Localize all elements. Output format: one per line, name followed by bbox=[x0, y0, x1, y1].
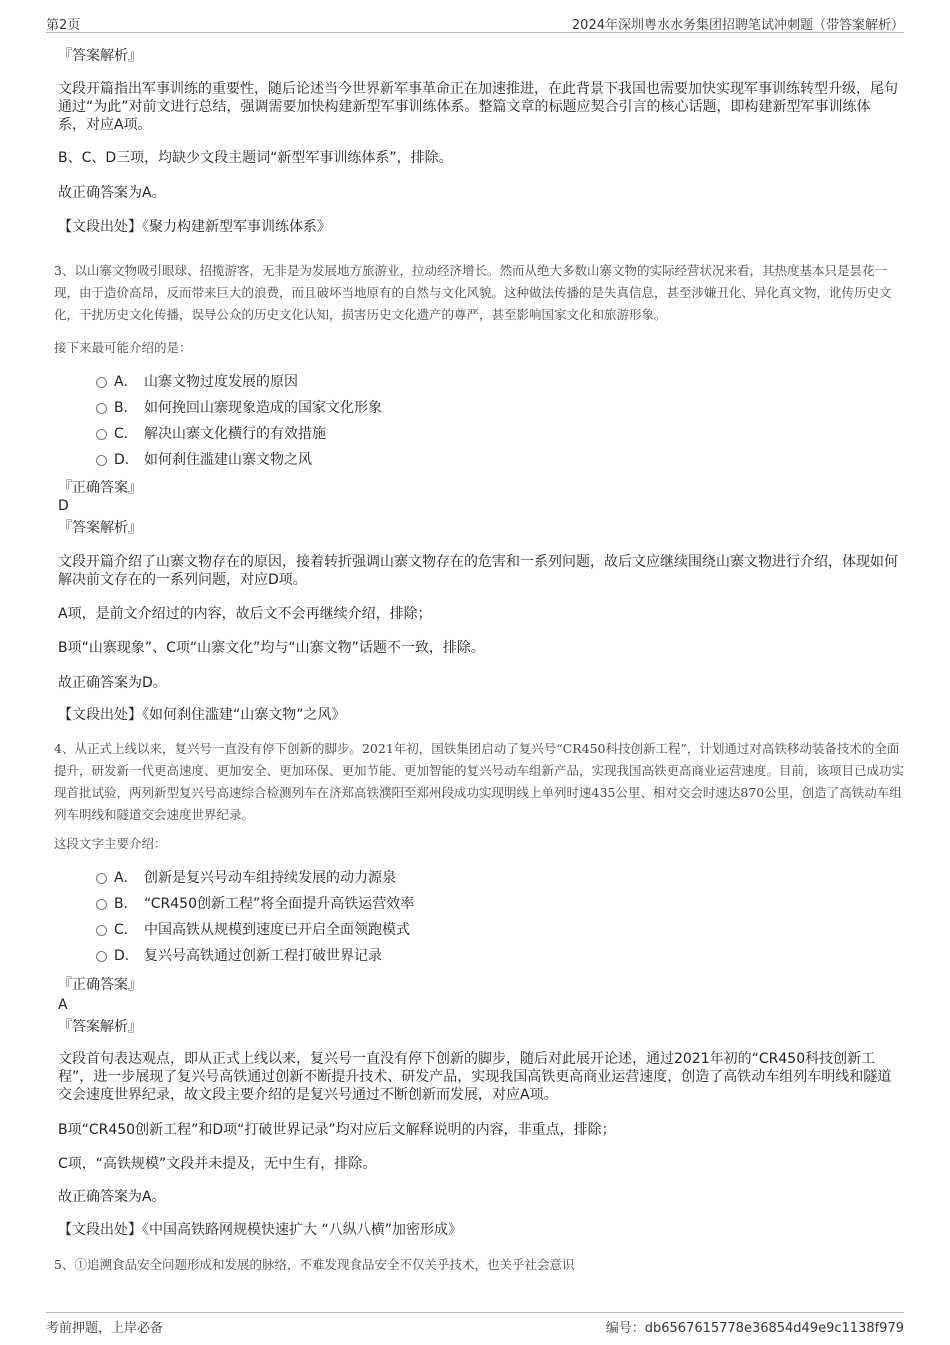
q4-analysis-p3: C项，“高铁规模”文段并未提及，无中生有，排除。 bbox=[58, 1156, 377, 1172]
q4-sub: 这段文字主要介绍： bbox=[54, 836, 167, 851]
q3-analysis-p4: 故正确答案为D。 bbox=[58, 675, 167, 691]
page-header bbox=[46, 10, 904, 33]
radio-icon[interactable] bbox=[96, 429, 107, 440]
q5-stem: 5、①追溯食品安全问题形成和发展的脉络，不难发现食品安全不仅关乎技术，也关乎社会意识 bbox=[54, 1257, 575, 1272]
q4-stem: 4、从正式上线以来，复兴号一直没有停下创新的脚步。2021年初，国铁集团启动了复兴号“CR450科技创新工程”，计划通过对高铁移动装备技术的全面提升，研发新一代更高速度、更加安全、更加环保、更加节能、更加智能的复兴号动车组新产品，实现我国高铁更高商业运营速度。目前，该项目已成功实现首批试验，两列新型复兴号高速综合检测列车在济郑高铁濮阳至郑州段成功实现明线上单列时速435公里、相对交会时速达870公里，创造了高铁动车组列车明线和隧道交会速度世界纪录。 bbox=[54, 741, 905, 822]
q3-analysis-label: 『答案解析』 bbox=[58, 520, 142, 536]
q4-answer: A bbox=[58, 997, 68, 1013]
page-number: 第2页 bbox=[46, 18, 81, 33]
q4-answer-label: 『正确答案』 bbox=[58, 977, 142, 993]
q3-answer-label: 『正确答案』 bbox=[58, 480, 142, 496]
footer-slogan: 考前押题，上岸必备 bbox=[46, 1321, 164, 1336]
q4-analysis-p1: 文段首句表达观点，即从正式上线以来，复兴号一直没有停下创新的脚步，随后对此展开论述，通过2021年初的“CR450科技创新工程”，进一步展现了复兴号高铁通过创新不断提升技术、研发产品，实现我国高铁更高商业运营速度，创造了高铁动车组列车明线和隧道交会速度世界纪录，故文段主要介绍的是复兴号通过不断创新而发展，对应A项。 bbox=[58, 1051, 892, 1103]
q3-analysis-p1: 文段开篇介绍了山寨文物存在的原因，接着转折强调山寨文物存在的危害和一系列问题，故后文应继续围绕山寨文物进行介绍，体现如何解决前文存在的一系列问题，对应D项。 bbox=[58, 554, 898, 588]
q4-analysis-p4: 故正确答案为A。 bbox=[58, 1189, 166, 1205]
document-title: 2024年深圳粤水水务集团招聘笔试冲刺题（带答案解析） bbox=[571, 18, 904, 33]
radio-icon[interactable] bbox=[96, 925, 107, 936]
q3-analysis-p3: B项“山寨现象”、C项“山寨文化”均与“山寨文物”话题不一致，排除。 bbox=[58, 640, 485, 656]
q3-source: 【文段出处】《如何刹住滥建“山寨文物”之风》 bbox=[58, 707, 346, 723]
radio-icon[interactable] bbox=[96, 403, 107, 414]
radio-icon[interactable] bbox=[96, 899, 107, 910]
page-footer bbox=[46, 1312, 904, 1337]
q3-answer: D bbox=[58, 498, 69, 514]
radio-icon[interactable] bbox=[96, 951, 107, 962]
q2-analysis-p2: B、C、D三项，均缺少文段主题词“新型军事训练体系”，排除。 bbox=[58, 150, 453, 166]
q2-analysis-p1: 文段开篇指出军事训练的重要性，随后论述当今世界新军事革命正在加速推进，在此背景下我国也需要加快实现军事训练转型升级，尾句通过“为此”对前文进行总结，强调需要加快构建新型军事训练体系。整篇文章的标题应契合引言的核心话题，即构建新型军事训练体系，对应A项。 bbox=[58, 81, 898, 133]
document-id: 编号：db6567615778e36854d49e9c1138f979 bbox=[605, 1321, 904, 1336]
q3-stem: 3、以山寨文物吸引眼球、招揽游客，无非是为发展地方旅游业，拉动经济增长。然而从绝大多数山寨文物的实际经营状况来看，其热度基本只是昙花一现，由于造价高昂，反而带来巨大的浪费，而且破坏当地原有的自然与文化风貌。这种做法传播的是失真信息，甚至涉嫌丑化、异化真文物，讹传历史文化，干扰历史文化传播，误导公众的历史文化认知，损害历史文化遗产的尊严，甚至影响国家文化和旅游形象。 bbox=[54, 263, 892, 322]
q2-source: 【文段出处】《聚力构建新型军事训练体系》 bbox=[58, 219, 331, 235]
q4-analysis-label: 『答案解析』 bbox=[58, 1019, 142, 1035]
q2-analysis-label: 『答案解析』 bbox=[58, 48, 142, 64]
radio-icon[interactable] bbox=[96, 377, 107, 388]
q3-analysis-p2: A项，是前文介绍过的内容，故后文不会再继续介绍，排除； bbox=[58, 606, 432, 622]
q4-analysis-p2: B项“CR450创新工程”和D项“打破世界记录”均对应后文解释说明的内容，非重点，排除； bbox=[58, 1122, 616, 1138]
radio-icon[interactable] bbox=[96, 873, 107, 884]
q2-analysis-p3: 故正确答案为A。 bbox=[58, 185, 166, 201]
q4-source: 【文段出处】《中国高铁路网规模快速扩大 “八纵八横”加密形成》 bbox=[58, 1222, 462, 1238]
q3-sub: 接下来最可能介绍的是： bbox=[54, 340, 192, 355]
radio-icon[interactable] bbox=[96, 455, 107, 466]
